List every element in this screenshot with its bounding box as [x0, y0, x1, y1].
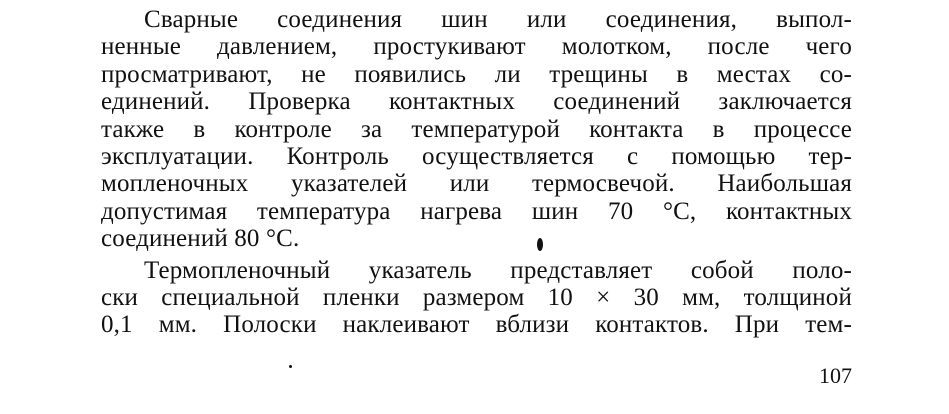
- ink-dot: [289, 365, 292, 368]
- ink-speck: [537, 238, 543, 251]
- paragraph-1-line-1: Сварные соединения шин или соединения, выпол-: [144, 6, 852, 33]
- paragraph-1-line-3: просматривают, не появились ли трещины в местах со-: [101, 60, 852, 88]
- paragraph-1-line-5: также в контроле за температурой контакта в процессе: [101, 115, 852, 143]
- paragraph-1-line-6: эксплуатации. Контроль осуществляется с помощью тер-: [101, 143, 852, 171]
- paragraph-1-line-7: мопленочных указателей или термосвечой. Наибольшая: [101, 170, 852, 198]
- paragraph-2-line-1: Термопленочный указатель представляет собой поло-: [144, 256, 852, 284]
- paragraph-2-line-2: ски специальной пленки размером 10 × 30 мм, толщиной: [101, 284, 852, 312]
- paragraph-1-line-9: соединений 80 °С.: [101, 225, 300, 253]
- body-text: [101, 6, 852, 339]
- page-number: 107: [819, 363, 852, 388]
- paragraph-1-line-2: ненные давлением, простукивают молотком, после чего: [101, 33, 852, 61]
- paragraph-1-line-8: допустимая температура нагрева шин 70 °С, контактных: [101, 197, 852, 225]
- paragraph-1-line-4: единений. Проверка контактных соединений заключается: [101, 88, 852, 116]
- paragraph-2-line-3: 0,1 мм. Полоски наклеивают вблизи контактов. При тем-: [101, 311, 852, 339]
